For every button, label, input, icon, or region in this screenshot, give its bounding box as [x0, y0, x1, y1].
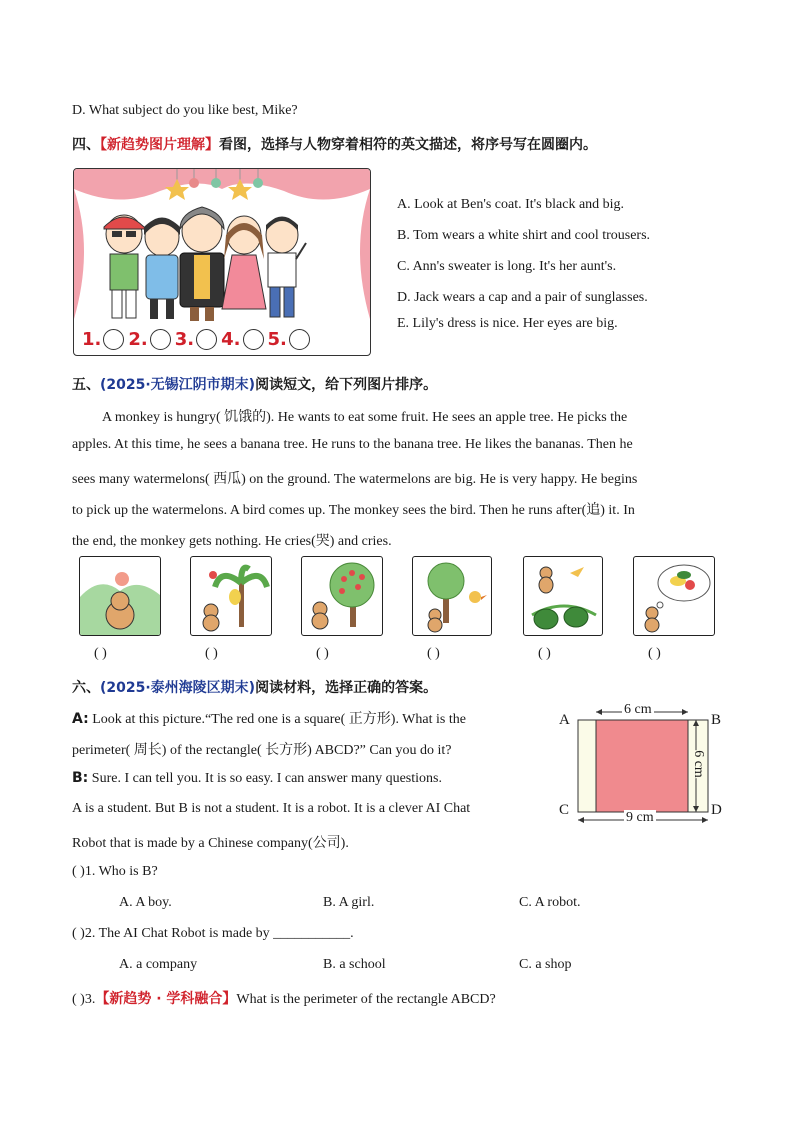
- q1-option-b[interactable]: B. A girl.: [323, 895, 375, 910]
- section-6-instruction: 阅读材料，选择正确的答案。: [255, 680, 438, 696]
- bottom-side-length: 9 cm: [626, 810, 654, 825]
- corner-b: B: [711, 712, 722, 728]
- section-6-number: 六、: [72, 680, 100, 696]
- dialogue-b-line: [72, 770, 442, 787]
- option-b: B. Tom wears a white shirt and cool trousers.: [397, 228, 651, 243]
- passage-line-2: apples. At this time, he sees a banana tree. He runs to the banana tree. He likes the bananas. Then he: [72, 437, 633, 452]
- right-side-length: 6 cm: [690, 750, 706, 778]
- section-6-source: (2025·泰州海陵区期末): [100, 680, 256, 696]
- passage-line-1: A monkey is hungry( 饥饿的). He wants to eat some fruit. He sees an apple tree. He picks the: [102, 410, 628, 425]
- question-3-tag: 【新趋势 · 学科融合】: [95, 991, 237, 1007]
- dialogue-a-text-1: Look at this picture.“The red one is a square( 正方形). What is the: [92, 712, 466, 727]
- option-c: C. Ann's sweater is long. It's her aunt's.: [397, 259, 617, 274]
- passage-line-3: sees many watermelons( 西瓜) on the ground. The watermelons are big. He is very happy. He begins: [72, 472, 638, 487]
- label-1: 1.: [82, 329, 102, 350]
- picture-banana-tree: [191, 557, 271, 635]
- question-1: [72, 864, 158, 880]
- answer-circles: [82, 329, 314, 350]
- speaker-b: B:: [72, 770, 89, 786]
- answer-circle-2[interactable]: [150, 329, 171, 350]
- label-4: 4.: [221, 329, 241, 350]
- q2-option-c[interactable]: C. a shop: [519, 957, 572, 972]
- order-blank-2[interactable]: ( ): [205, 646, 218, 661]
- story-picture-6: [633, 556, 715, 636]
- section-5-heading: [72, 374, 437, 394]
- story-picture-4: [412, 556, 492, 636]
- question-1-blank[interactable]: ( ): [72, 864, 85, 879]
- order-blank-1[interactable]: ( ): [94, 646, 107, 661]
- question-3-blank[interactable]: ( ): [72, 992, 85, 1007]
- answer-circle-1[interactable]: [103, 329, 124, 350]
- picture-bird: [413, 557, 491, 635]
- option-d-previous: D. What subject do you like best, Mike?: [72, 103, 298, 118]
- section-5-instruction: 阅读短文，给下列图片排序。: [255, 377, 438, 393]
- picture-hungry-monkey: [80, 557, 160, 635]
- section-6-heading: [72, 677, 437, 697]
- picture-watermelons: [524, 557, 602, 635]
- story-picture-3: [301, 556, 383, 636]
- label-5: 5.: [267, 329, 287, 350]
- story-picture-5: [523, 556, 603, 636]
- section-5-source: (2025·无锡江阴市期末): [100, 377, 256, 393]
- passage-line-4: to pick up the watermelons. A bird comes up. The monkey sees the bird. Then he runs after(追) it. In: [72, 503, 635, 518]
- passage-line-5: the end, the monkey gets nothing. He cries(哭) and cries.: [72, 534, 392, 549]
- q2-option-a[interactable]: A. a company: [119, 957, 198, 972]
- option-a: A. Look at Ben's coat. It's black and big.: [397, 197, 625, 212]
- question-2: [72, 926, 354, 942]
- section-4-heading: [72, 134, 597, 154]
- answer-circle-5[interactable]: [289, 329, 310, 350]
- corner-c: C: [559, 802, 570, 818]
- order-blank-6[interactable]: ( ): [648, 646, 661, 661]
- option-e: E. Lily's dress is nice. Her eyes are big.: [397, 316, 618, 331]
- context-line-2: Robot that is made by a Chinese company(公司).: [72, 836, 349, 851]
- context-line-1: A is a student. But B is not a student. It is a robot. It is a clever AI Chat: [72, 801, 471, 816]
- top-side-length: 6 cm: [624, 702, 652, 717]
- option-d: D. Jack wears a cap and a pair of sunglasses.: [397, 290, 648, 305]
- section-4-number: 四、: [72, 137, 100, 153]
- story-picture-1: [79, 556, 161, 636]
- dialogue-b-text: Sure. I can tell you. It is so easy. I can answer many questions.: [91, 771, 442, 786]
- answer-circle-3[interactable]: [196, 329, 217, 350]
- label-2: 2.: [128, 329, 148, 350]
- corner-a: A: [559, 712, 570, 728]
- q2-option-b[interactable]: B. a school: [323, 957, 386, 972]
- speaker-a: A:: [72, 711, 89, 727]
- order-blank-3[interactable]: ( ): [316, 646, 329, 661]
- q1-option-a[interactable]: A. A boy.: [119, 895, 172, 910]
- kids-illustration: [73, 168, 371, 356]
- question-1-text: 1. Who is B?: [84, 864, 158, 879]
- question-2-text: 2. The AI Chat Robot is made by ___________.: [84, 926, 354, 941]
- corner-d: D: [711, 802, 722, 818]
- label-3: 3.: [174, 329, 195, 350]
- question-3: [72, 988, 496, 1008]
- question-2-blank[interactable]: ( ): [72, 926, 85, 941]
- dialogue-a-line-2: perimeter( 周长) of the rectangle( 长方形) ABCD?” Can you do it?: [72, 743, 452, 758]
- order-blank-4[interactable]: ( ): [427, 646, 440, 661]
- picture-apple-tree: [302, 557, 382, 635]
- story-picture-2: [190, 556, 272, 636]
- question-3-text: What is the perimeter of the rectangle ABCD?: [236, 992, 496, 1007]
- dialogue-a-line-1: [72, 708, 466, 728]
- rectangle-diagram: [556, 704, 728, 832]
- q1-option-c[interactable]: C. A robot.: [519, 895, 581, 910]
- question-3-number: 3.: [84, 992, 96, 1007]
- picture-thinking-fruit: [634, 557, 714, 635]
- order-blank-5[interactable]: ( ): [538, 646, 551, 661]
- section-5-number: 五、: [72, 377, 100, 393]
- section-4-instruction: 看图，选择与人物穿着相符的英文描述，将序号写在圆圈内。: [219, 137, 597, 153]
- section-4-tag: 【新趋势图片理解】: [100, 137, 219, 153]
- answer-circle-4[interactable]: [243, 329, 264, 350]
- kids-illustration-svg: [74, 169, 370, 355]
